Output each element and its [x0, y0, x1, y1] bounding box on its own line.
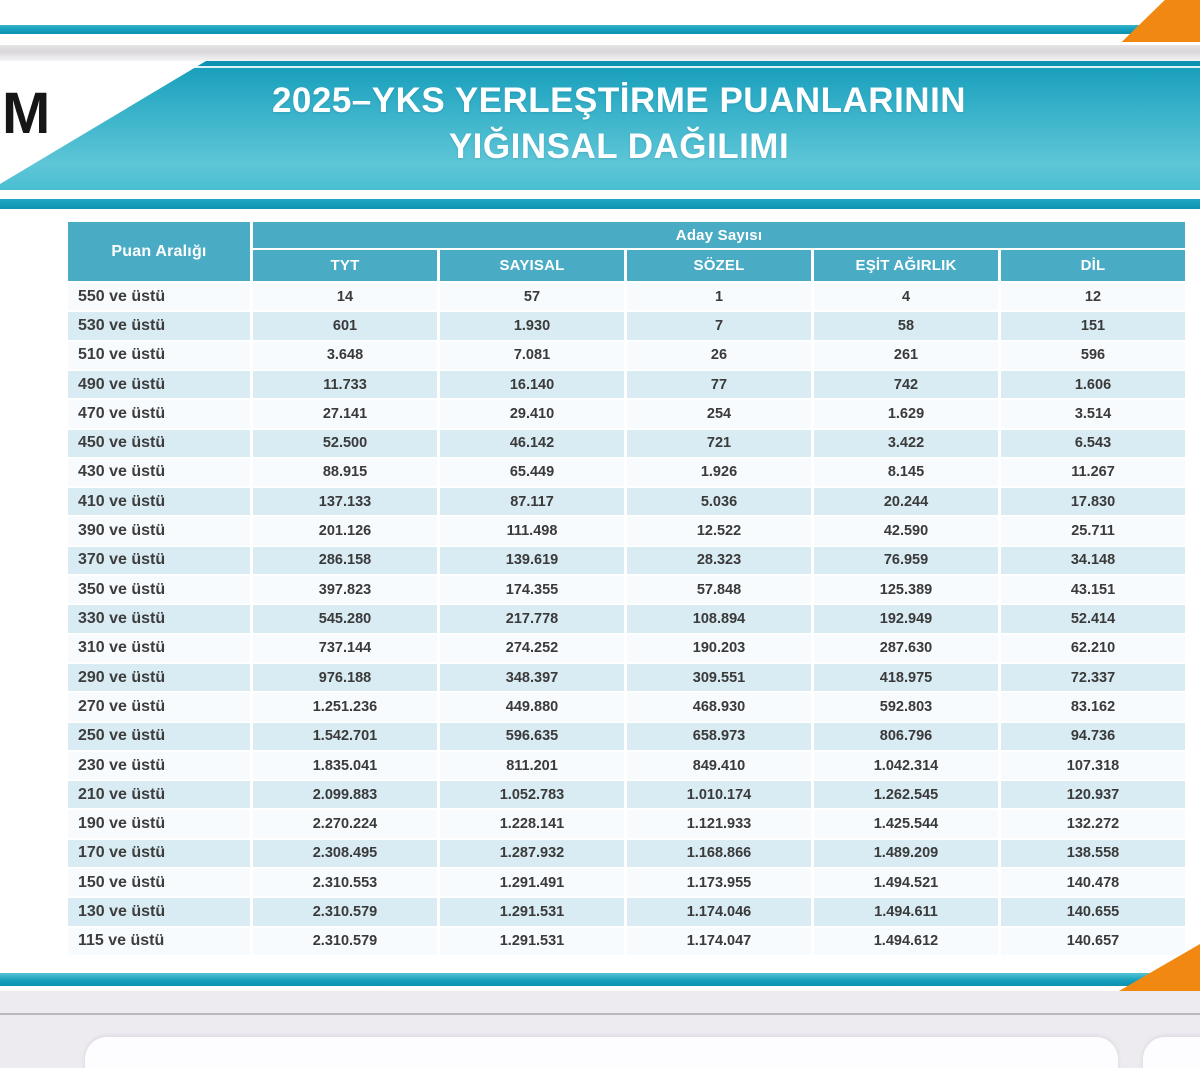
row-label: 250 ve üstü [68, 723, 250, 750]
value-cell: 811.201 [440, 752, 624, 779]
value-cell: 20.244 [814, 488, 998, 515]
value-cell: 140.657 [1001, 928, 1185, 955]
value-cell: 1.926 [627, 459, 811, 486]
value-cell: 77 [627, 371, 811, 398]
value-cell: 34.148 [1001, 547, 1185, 574]
value-cell: 348.397 [440, 664, 624, 691]
gray-divider-band [0, 45, 1200, 61]
column-header-dil: DİL [1001, 250, 1185, 281]
value-cell: 1.287.932 [440, 840, 624, 867]
value-cell: 1.291.531 [440, 898, 624, 925]
value-cell: 201.126 [253, 517, 437, 544]
value-cell: 2.310.579 [253, 928, 437, 955]
value-cell: 25.711 [1001, 517, 1185, 544]
value-cell: 1.052.783 [440, 781, 624, 808]
value-cell: 17.830 [1001, 488, 1185, 515]
value-cell: 1.291.491 [440, 869, 624, 896]
group-header: Aday Sayısı [253, 222, 1185, 248]
value-cell: 1.168.866 [627, 840, 811, 867]
value-cell: 309.551 [627, 664, 811, 691]
value-cell: 1.121.933 [627, 810, 811, 837]
orange-corner-top-icon [1112, 0, 1200, 42]
value-cell: 8.145 [814, 459, 998, 486]
value-cell: 29.410 [440, 400, 624, 427]
value-cell: 2.099.883 [253, 781, 437, 808]
value-cell: 151 [1001, 312, 1185, 339]
footer-divider [0, 1013, 1200, 1015]
title-banner [0, 61, 1200, 190]
value-cell: 596.635 [440, 723, 624, 750]
value-cell: 108.894 [627, 605, 811, 632]
value-cell: 57 [440, 283, 624, 310]
value-cell: 62.210 [1001, 635, 1185, 662]
value-cell: 87.117 [440, 488, 624, 515]
column-header-sayisal: SAYISAL [440, 250, 624, 281]
title-line-2: YIĞINSAL DAĞILIMI [448, 127, 790, 166]
row-label: 370 ve üstü [68, 547, 250, 574]
value-cell: 12.522 [627, 517, 811, 544]
value-cell: 1.010.174 [627, 781, 811, 808]
value-cell: 120.937 [1001, 781, 1185, 808]
value-cell: 1.251.236 [253, 693, 437, 720]
logo-letter: M [2, 81, 51, 146]
row-label: 470 ve üstü [68, 400, 250, 427]
value-cell: 1.489.209 [814, 840, 998, 867]
column-header-sozel: SÖZEL [627, 250, 811, 281]
value-cell: 88.915 [253, 459, 437, 486]
app-footer [0, 991, 1200, 1068]
value-cell: 7.081 [440, 342, 624, 369]
value-cell: 1.494.611 [814, 898, 998, 925]
value-cell: 217.778 [440, 605, 624, 632]
value-cell: 46.142 [440, 430, 624, 457]
value-cell: 849.410 [627, 752, 811, 779]
value-cell: 26 [627, 342, 811, 369]
value-cell: 111.498 [440, 517, 624, 544]
row-label: 510 ve üstü [68, 342, 250, 369]
value-cell: 27.141 [253, 400, 437, 427]
value-cell: 1.425.544 [814, 810, 998, 837]
row-label: 270 ve üstü [68, 693, 250, 720]
value-cell: 261 [814, 342, 998, 369]
value-cell: 1.542.701 [253, 723, 437, 750]
value-cell: 1.835.041 [253, 752, 437, 779]
value-cell: 174.355 [440, 576, 624, 603]
value-cell: 737.144 [253, 635, 437, 662]
row-label: 550 ve üstü [68, 283, 250, 310]
value-cell: 43.151 [1001, 576, 1185, 603]
value-cell: 1.262.545 [814, 781, 998, 808]
value-cell: 16.140 [440, 371, 624, 398]
value-cell: 11.267 [1001, 459, 1185, 486]
value-cell: 28.323 [627, 547, 811, 574]
page-title [0, 78, 1200, 170]
row-label: 350 ve üstü [68, 576, 250, 603]
value-cell: 287.630 [814, 635, 998, 662]
value-cell: 3.514 [1001, 400, 1185, 427]
value-cell: 742 [814, 371, 998, 398]
value-cell: 83.162 [1001, 693, 1185, 720]
value-cell: 3.648 [253, 342, 437, 369]
row-label: 115 ve üstü [68, 928, 250, 955]
value-cell: 14 [253, 283, 437, 310]
row-label: 190 ve üstü [68, 810, 250, 837]
row-label: 330 ve üstü [68, 605, 250, 632]
title-line-1: 2025–YKS YERLEŞTİRME PUANLARININ [271, 81, 967, 120]
value-cell: 2.310.553 [253, 869, 437, 896]
value-cell: 2.308.495 [253, 840, 437, 867]
value-cell: 2.310.579 [253, 898, 437, 925]
value-cell: 3.422 [814, 430, 998, 457]
row-label: 170 ve üstü [68, 840, 250, 867]
value-cell: 107.318 [1001, 752, 1185, 779]
value-cell: 601 [253, 312, 437, 339]
value-cell: 592.803 [814, 693, 998, 720]
value-cell: 254 [627, 400, 811, 427]
value-cell: 286.158 [253, 547, 437, 574]
value-cell: 1.494.612 [814, 928, 998, 955]
value-cell: 1 [627, 283, 811, 310]
value-cell: 397.823 [253, 576, 437, 603]
value-cell: 658.973 [627, 723, 811, 750]
value-cell: 1.606 [1001, 371, 1185, 398]
value-cell: 1.174.047 [627, 928, 811, 955]
corner-header: Puan Aralığı [68, 222, 250, 281]
row-label: 490 ve üstü [68, 371, 250, 398]
value-cell: 140.655 [1001, 898, 1185, 925]
value-cell: 721 [627, 430, 811, 457]
value-cell: 1.173.955 [627, 869, 811, 896]
value-cell: 1.228.141 [440, 810, 624, 837]
column-header-esit-agirlik: EŞİT AĞIRLIK [814, 250, 998, 281]
value-cell: 545.280 [253, 605, 437, 632]
value-cell: 94.736 [1001, 723, 1185, 750]
value-cell: 132.272 [1001, 810, 1185, 837]
row-label: 450 ve üstü [68, 430, 250, 457]
footer-card-main[interactable] [85, 1037, 1118, 1068]
value-cell: 76.959 [814, 547, 998, 574]
value-cell: 58 [814, 312, 998, 339]
row-label: 150 ve üstü [68, 869, 250, 896]
value-cell: 806.796 [814, 723, 998, 750]
row-label: 530 ve üstü [68, 312, 250, 339]
value-cell: 274.252 [440, 635, 624, 662]
value-cell: 468.930 [627, 693, 811, 720]
value-cell: 449.880 [440, 693, 624, 720]
value-cell: 976.188 [253, 664, 437, 691]
value-cell: 140.478 [1001, 869, 1185, 896]
top-teal-strip [0, 25, 1200, 34]
value-cell: 57.848 [627, 576, 811, 603]
value-cell: 65.449 [440, 459, 624, 486]
row-label: 410 ve üstü [68, 488, 250, 515]
row-label: 210 ve üstü [68, 781, 250, 808]
row-label: 390 ve üstü [68, 517, 250, 544]
row-label: 290 ve üstü [68, 664, 250, 691]
value-cell: 72.337 [1001, 664, 1185, 691]
row-label: 130 ve üstü [68, 898, 250, 925]
row-label: 230 ve üstü [68, 752, 250, 779]
value-cell: 52.414 [1001, 605, 1185, 632]
value-cell: 1.174.046 [627, 898, 811, 925]
value-cell: 192.949 [814, 605, 998, 632]
value-cell: 1.494.521 [814, 869, 998, 896]
row-label: 310 ve üstü [68, 635, 250, 662]
value-cell: 12 [1001, 283, 1185, 310]
value-cell: 1.930 [440, 312, 624, 339]
column-header-tyt: TYT [253, 250, 437, 281]
value-cell: 139.619 [440, 547, 624, 574]
value-cell: 2.270.224 [253, 810, 437, 837]
value-cell: 125.389 [814, 576, 998, 603]
value-cell: 1.629 [814, 400, 998, 427]
value-cell: 11.733 [253, 371, 437, 398]
score-table [68, 222, 1185, 955]
value-cell: 596 [1001, 342, 1185, 369]
value-cell: 7 [627, 312, 811, 339]
value-cell: 137.133 [253, 488, 437, 515]
value-cell: 1.291.531 [440, 928, 624, 955]
row-label: 430 ve üstü [68, 459, 250, 486]
value-cell: 4 [814, 283, 998, 310]
value-cell: 5.036 [627, 488, 811, 515]
banner-underline-strip [0, 199, 1200, 209]
value-cell: 418.975 [814, 664, 998, 691]
value-cell: 1.042.314 [814, 752, 998, 779]
value-cell: 190.203 [627, 635, 811, 662]
footer-card-side[interactable] [1143, 1037, 1200, 1068]
value-cell: 42.590 [814, 517, 998, 544]
value-cell: 52.500 [253, 430, 437, 457]
bottom-teal-bar [0, 973, 1200, 986]
value-cell: 6.543 [1001, 430, 1185, 457]
value-cell: 138.558 [1001, 840, 1185, 867]
